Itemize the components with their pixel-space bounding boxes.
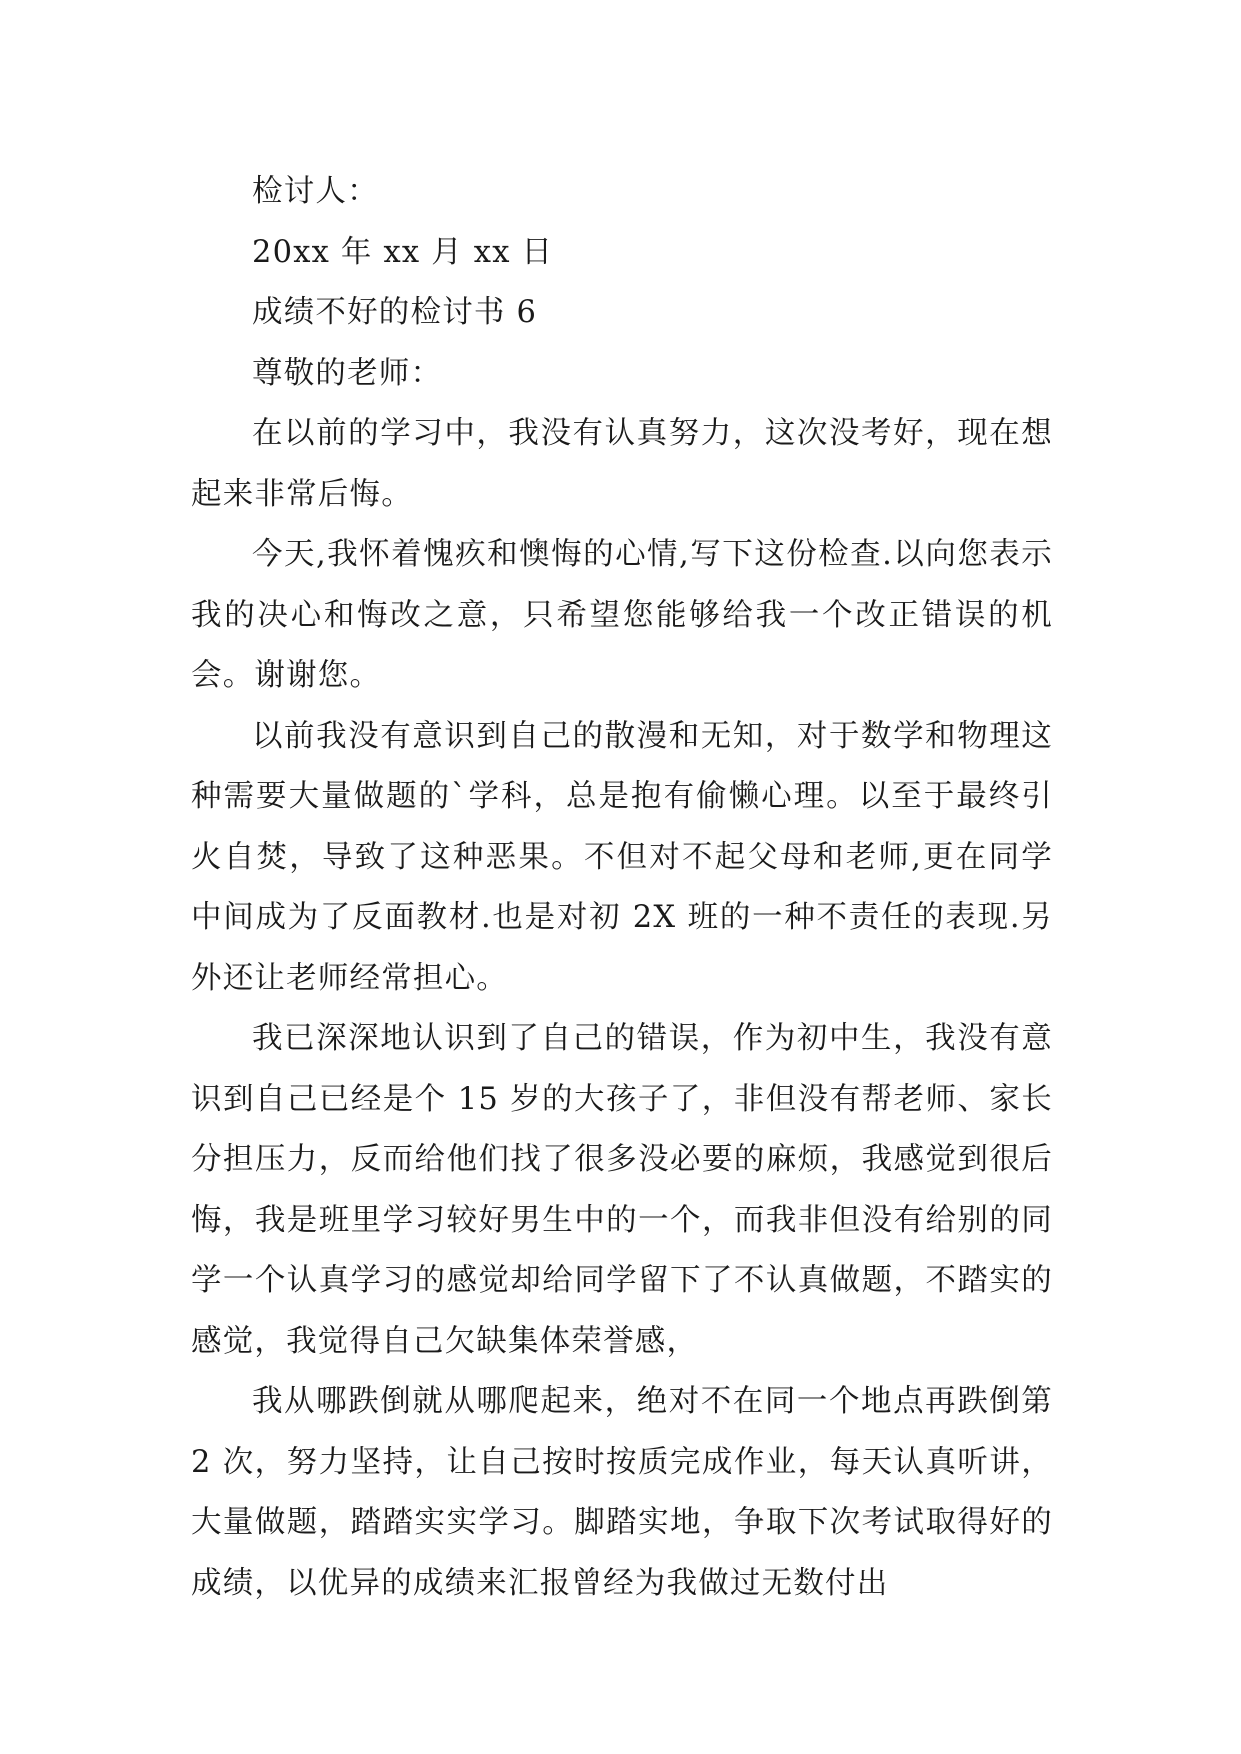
signature-line: 检讨人： [252, 174, 379, 209]
document-body [191, 162, 1053, 1614]
paragraph: 在以前的学习中，我没有认真努力，这次没考好，现在想起来非常后悔。 [191, 416, 1053, 512]
paragraph: 以前我没有意识到自己的散漫和无知，对于数学和物理这种需要大量做题的`学科，总是抱有偷懒心理。以至于最终引火自焚，导致了这种恶果。不但对不起父母和老师,更在同学中间成为了反面教材.也是对初 2X 班的一种不责任的表现.另外还让老师经常担心。 [191, 718, 1053, 996]
date-line: 20xx 年 xx 月 xx 日 [252, 234, 554, 270]
document-title: 成绩不好的检讨书 6 [252, 295, 538, 330]
paragraph: 我已深深地认识到了自己的错误，作为初中生，我没有意识到自己已经是个 15 岁的大孩子了，非但没有帮老师、家长分担压力，反而给他们找了很多没必要的麻烦，我感觉到很后悔，我是班里学习较好男生中的一个，而我非但没有给别的同学一个认真学习的感觉却给同学留下了不认真做题，不踏实的感觉，我觉得自己欠缺集体荣誉感， [191, 1021, 1053, 1359]
paragraph: 我从哪跌倒就从哪爬起来，绝对不在同一个地点再跌倒第 2 次，努力坚持，让自己按时按质完成作业，每天认真听讲，大量做题，踏踏实实学习。脚踏实地，争取下次考试取得好的成绩，以优异的成绩来汇报曾经为我做过无数付出 [191, 1384, 1053, 1601]
paragraph: 今天,我怀着愧疚和懊悔的心情,写下这份检查.以向您表示我的决心和悔改之意，只希望您能够给我一个改正错误的机会。谢谢您。 [191, 537, 1053, 693]
salutation: 尊敬的老师： [252, 355, 443, 391]
